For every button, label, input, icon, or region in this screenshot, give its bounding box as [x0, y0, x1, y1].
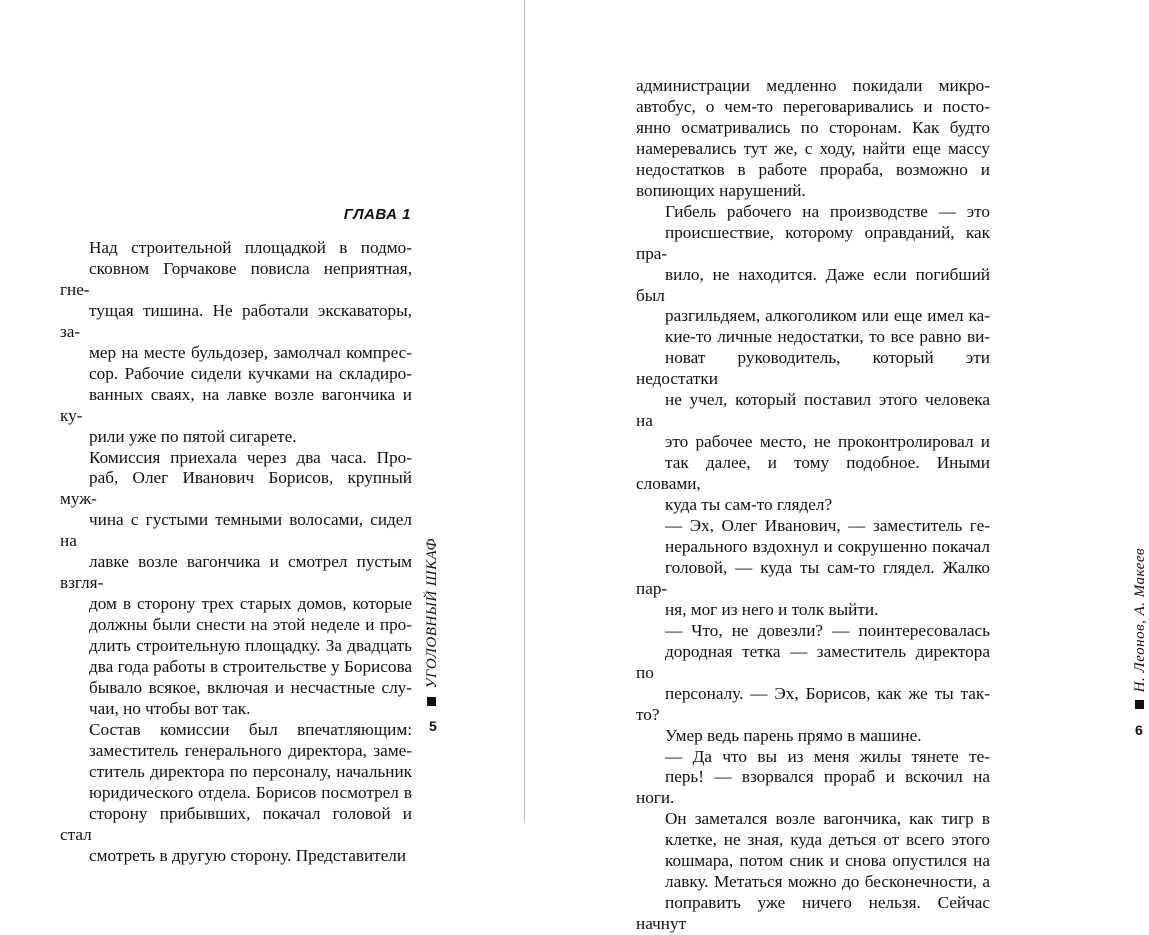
running-title-book: УГОЛОВНЫЙ ШКАФ	[424, 538, 440, 689]
text-line: головой, — куда ты сам-то глядел. Жалко пар-	[636, 557, 990, 598]
text-line: разгильдяем, алкоголиком или еще имел ка-	[665, 306, 990, 326]
text-line: лавке возле вагончика и смотрел пустым взгля-	[60, 552, 412, 593]
text-line: нерального вздохнул и сокрушенно покачал	[665, 536, 990, 556]
text-line: два года работы в строительстве у Борисова	[89, 657, 412, 677]
text-line: Комиссия приехала через два часа. Про-	[89, 447, 412, 467]
paragraph	[636, 516, 990, 621]
text-line: администрации медленно покидали микро-	[636, 76, 990, 95]
paragraph	[60, 238, 412, 448]
text-line: юридического отдела. Борисов посмотрел в	[89, 782, 412, 802]
running-title-authors: Н. Леонов, А. Макеев	[1132, 548, 1148, 693]
text-line: сковном Горчакове повисла неприятная, гне-	[60, 258, 412, 299]
text-line: сторону прибывших, покачал головой и стал	[60, 803, 412, 844]
text-line: намеревались тут же, с ходу, найти еще массу	[636, 138, 990, 158]
text-line: — Эх, Олег Иванович, — заместитель ге-	[665, 516, 990, 536]
right-page	[526, 0, 1148, 934]
text-line: заместитель генерального директора, заме-	[89, 740, 412, 760]
text-line: клетке, не зная, куда деться от всего этого	[665, 830, 990, 850]
text-line: Он заметался возле вагончика, как тигр в	[665, 809, 990, 829]
paragraph	[60, 448, 412, 720]
text-line: новат руководитель, который эти недостатки	[636, 348, 990, 389]
text-line: так далее, и тому подобное. Иными словами,	[636, 453, 990, 494]
text-line: это рабочее место, не проконтролировал и	[665, 432, 990, 452]
text-line: поправить уже ничего нельзя. Сейчас начнут	[636, 893, 990, 934]
text-line: происшествие, которому оправданий, как пра-	[636, 222, 990, 263]
text-line: ванных сваях, на лавке возле вагончика и ку-	[60, 384, 412, 425]
text-line: — Да что вы из меня жилы тянете те-	[665, 746, 990, 766]
text-line: чаи, но чтобы вот так.	[89, 698, 251, 718]
text-line: Состав комиссии был впечатляющим:	[89, 719, 412, 739]
text-line: длить строительную площадку. За двадцать	[89, 636, 412, 656]
text-line: бывало всякое, включая и несчастные слу-	[89, 678, 412, 698]
page-number-right: 6	[1135, 722, 1143, 738]
text-line: Умер ведь парень прямо в машине.	[665, 725, 922, 745]
paragraph	[636, 76, 990, 202]
text-line: недостатков в работе прораба, возможно и	[636, 159, 990, 179]
text-line: не учел, который поставил этого человека на	[636, 390, 990, 431]
right-page-text	[636, 76, 990, 935]
text-line: Гибель рабочего на производстве — это	[665, 201, 990, 221]
text-line: вопиющих нарушений.	[636, 180, 806, 200]
text-line: перь! — взорвался прораб и вскочил на ноги.	[636, 767, 990, 808]
running-title-marker	[1135, 700, 1144, 709]
text-line: автобус, о чем-то переговаривались и посто-	[636, 96, 990, 116]
text-line: смотреть в другую сторону. Представители	[89, 845, 407, 865]
text-line: куда ты сам-то глядел?	[665, 495, 833, 515]
text-line: чина с густыми темными волосами, сидел на	[60, 510, 412, 551]
page-number-left: 5	[429, 718, 437, 734]
text-line: рили уже по пятой сигарете.	[89, 426, 297, 446]
running-title-marker	[427, 697, 436, 706]
text-line: кошмара, потом сник и снова опустился на	[665, 851, 990, 871]
text-line: сор. Рабочие сидели кучками на складиро-	[89, 363, 412, 383]
text-line: мер на месте бульдозер, замолчал компрес-	[89, 342, 412, 362]
text-line: лавку. Метаться можно до бесконечности, а	[665, 872, 990, 892]
left-page-text	[60, 238, 412, 867]
text-line: янно осматривались по сторонам. Как будто	[636, 117, 990, 137]
text-line: дом в сторону трех старых домов, которые	[89, 594, 412, 614]
paragraph	[636, 809, 990, 935]
text-line: кие-то личные недостатки, то все равно ви-	[665, 327, 990, 347]
text-line: ня, мог из него и толк выйти.	[665, 599, 879, 619]
paragraph	[60, 720, 412, 867]
text-line: раб, Олег Иванович Борисов, крупный муж-	[60, 468, 412, 509]
text-line: дородная тетка — заместитель директора по	[636, 641, 990, 682]
text-line: тущая тишина. Не работали экскаваторы, за-	[60, 300, 412, 341]
text-line: должны были снести на этой неделе и про-	[89, 615, 412, 635]
text-line: Над строительной площадкой в подмо-	[89, 238, 412, 257]
left-page	[0, 0, 525, 865]
text-line: ститель директора по персоналу, начальник	[89, 761, 412, 781]
text-line: — Что, не довезли? — поинтересовалась	[665, 620, 990, 640]
chapter-heading: ГЛАВА 1	[343, 206, 411, 223]
paragraph	[636, 747, 990, 810]
paragraph	[636, 202, 990, 516]
text-line: персоналу. — Эх, Борисов, как же ты так-то?	[636, 683, 990, 724]
paragraph	[636, 621, 990, 747]
text-line: вило, не находится. Даже если погибший был	[636, 264, 990, 305]
